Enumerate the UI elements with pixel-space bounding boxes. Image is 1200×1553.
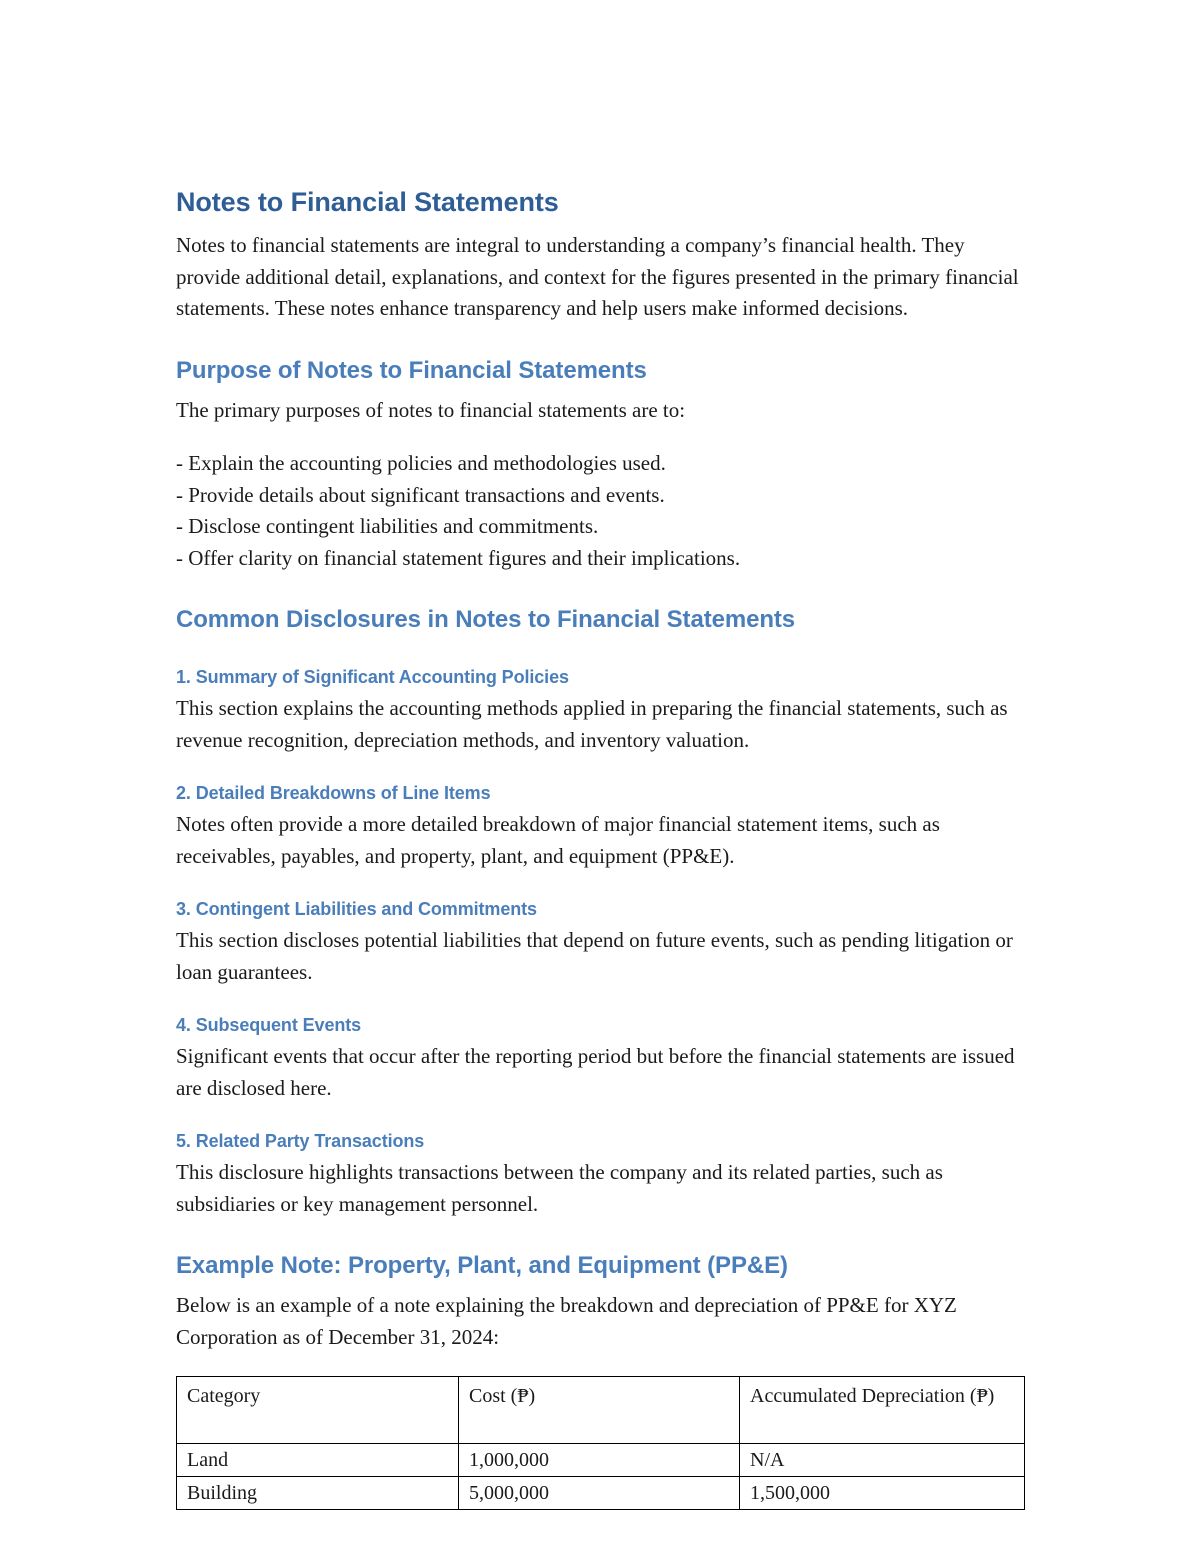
subsection-heading-2: 2. Detailed Breakdowns of Line Items [176,783,491,803]
intro-paragraph: Notes to financial statements are integral to understanding a company’s financial health. They provide additional detail, explanations, and context for the figures presented in the primary financial statements. These notes enhance transparency and help users make informed decisions. [176,233,1019,320]
table-cell-accumulated-depreciation: N/A [740,1444,1025,1477]
subsection-body-1: This section explains the accounting methods applied in preparing the financial statements, such as revenue recognition, depreciation methods, and inventory valuation. [176,696,1008,752]
spacer [176,1104,1021,1130]
ppe-table [176,1376,1025,1510]
table-column-header-accumulated-depreciation: Accumulated Depreciation (₱) [740,1377,1025,1444]
table-header-row [177,1377,1025,1444]
table-cell-category: Building [177,1477,459,1510]
table-cell-cost: 1,000,000 [459,1444,740,1477]
spacer [176,644,1021,666]
subsection-heading-3: 3. Contingent Liabilities and Commitments [176,899,537,919]
spacer [176,872,1021,898]
subsection-heading-5: 5. Related Party Transactions [176,1131,425,1151]
page-title: Notes to Financial Statements [176,187,559,217]
section-heading-disclosures: Common Disclosures in Notes to Financial Statements [176,606,796,633]
section-heading-example-note: Example Note: Property, Plant, and Equipment (PP&E) [176,1252,788,1279]
list-item: - Disclose contingent liabilities and commitments. [176,514,599,538]
table-cell-accumulated-depreciation: 1,500,000 [740,1477,1025,1510]
purpose-list [176,448,1021,574]
subsection-body-3: This section discloses potential liabilities that depend on future events, such as pending litigation or loan guarantees. [176,928,1013,984]
subsection-heading-1: 1. Summary of Significant Accounting Policies [176,667,569,687]
table-row [177,1477,1025,1510]
spacer [176,325,1021,356]
table-cell-cost: 5,000,000 [459,1477,740,1510]
spacer [176,574,1021,605]
spacer [176,426,1021,448]
table-column-header-cost: Cost (₱) [459,1377,740,1444]
subsection-body-5: This disclosure highlights transactions between the company and its related parties, such as subsidiaries or key management personnel. [176,1160,943,1216]
table-row [177,1444,1025,1477]
section-heading-purpose: Purpose of Notes to Financial Statements [176,356,647,384]
spacer [176,1220,1021,1251]
example-note-body: Below is an example of a note explaining the breakdown and depreciation of PP&E for XYZ Corporation as of December 31, 2024: [176,1293,957,1349]
list-item: - Explain the accounting policies and methodologies used. [176,451,666,475]
subsection-heading-4: 4. Subsequent Events [176,1015,362,1035]
spacer [176,756,1021,782]
subsection-body-4: Significant events that occur after the reporting period but before the financial statements are issued are disclosed here. [176,1044,1015,1100]
table-column-header-category: Category [177,1377,459,1444]
purpose-lead-in: The primary purposes of notes to financial statements are to: [176,397,686,422]
document-content [176,186,1021,1510]
list-item: - Offer clarity on financial statement figures and their implications. [176,545,741,570]
list-item: - Provide details about significant transactions and events. [176,482,665,507]
table-cell-category: Land [177,1444,459,1477]
spacer [176,988,1021,1014]
subsection-body-2: Notes often provide a more detailed breakdown of major financial statement items, such as receivables, payables, and property, plant, and equipment (PP&E). [176,812,940,868]
